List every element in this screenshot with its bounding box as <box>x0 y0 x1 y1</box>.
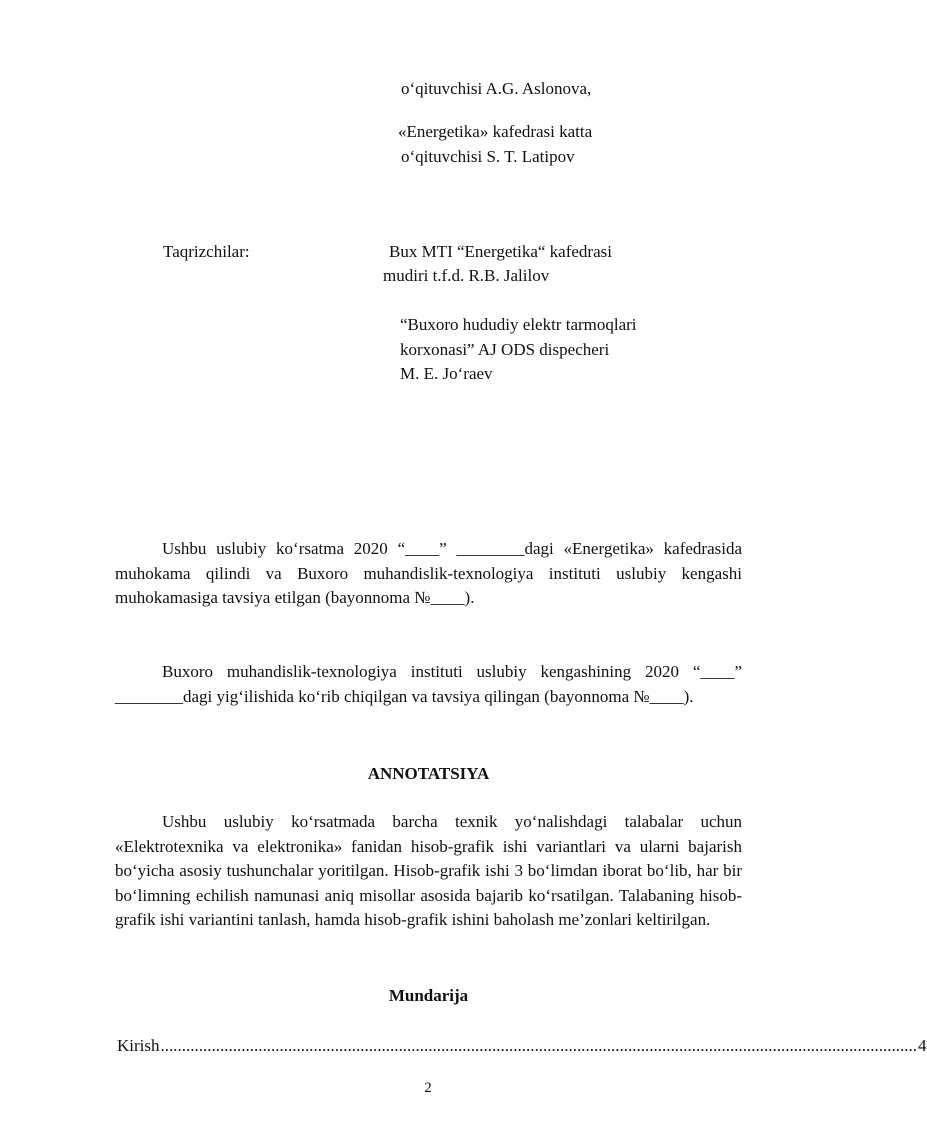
approval-paragraph-2 <box>115 660 742 709</box>
reviewer-2-line-2: korxonasi” AJ ODS dispecheri <box>400 340 610 359</box>
page-number: 2 <box>424 1080 432 1096</box>
approval-paragraph-2-text: Buxoro muhandislik-texnologiya instituti uslubiy kengashining 2020 “____” ________dagi yig‘ilishida ko‘rib chiqilgan va tavsiya qilingan (bayonnoma №____). <box>115 662 742 706</box>
author-line-3: o‘qituvchisi S. T. Latipov <box>401 147 575 166</box>
toc-entry-title: Kirish <box>117 1036 160 1055</box>
author-line-2: «Energetika» kafedrasi katta <box>398 122 593 141</box>
contents-heading: Mundarija <box>388 986 469 1005</box>
annotation-paragraph <box>115 810 742 933</box>
author-line-1: o‘qituvchisi A.G. Aslonova, <box>401 79 592 98</box>
toc-entry-page: 4 <box>918 1036 927 1055</box>
toc-entry[interactable] <box>117 1034 927 1059</box>
toc-leader-dots: .................................................................................................................................................................................. <box>160 1036 917 1055</box>
reviewers-label: Taqrizchilar: <box>163 242 250 261</box>
reviewer-2-line-1: “Buxoro hududiy elektr tarmoqlari <box>400 315 637 334</box>
approval-paragraph-1-text: Ushbu uslubiy ko‘rsatma 2020 “____” ________dagi «Energetika» kafedrasida muhokama qilindi va Buxoro muhandislik-texnologiya instituti uslubiy kengashi muhokamasiga tavsiya etilgan (bayonnoma №____). <box>115 539 742 607</box>
reviewer-1-line-1: Bux MTI “Energetika“ kafedrasi <box>389 242 612 261</box>
annotation-heading: ANNOTATSIYA <box>367 764 490 783</box>
annotation-text: Ushbu uslubiy ko‘rsatmada barcha texnik yo‘nalishdagi talabalar uchun «Elektrotexnika va elektronika» fanidan hisob-grafik ishi variantlari va ularni bajarish bo‘yicha asosiy tushunchalar yoritilgan. Hisob-grafik ishi 3 bo‘limdan iborat bo‘lib, har bir bo‘limning echilish namunasi aniq misollar asosida bajarib ko‘rsatilgan. Talabaning hisob-grafik ishi variantini tanlash, hamda hisob-grafik ishini baholash me’zonlari keltirilgan. <box>115 812 742 929</box>
reviewer-2-line-3: M. E. Jo‘raev <box>400 364 493 383</box>
approval-paragraph-1 <box>115 537 742 611</box>
reviewer-1-line-2: mudiri t.f.d. R.B. Jalilov <box>383 266 550 285</box>
